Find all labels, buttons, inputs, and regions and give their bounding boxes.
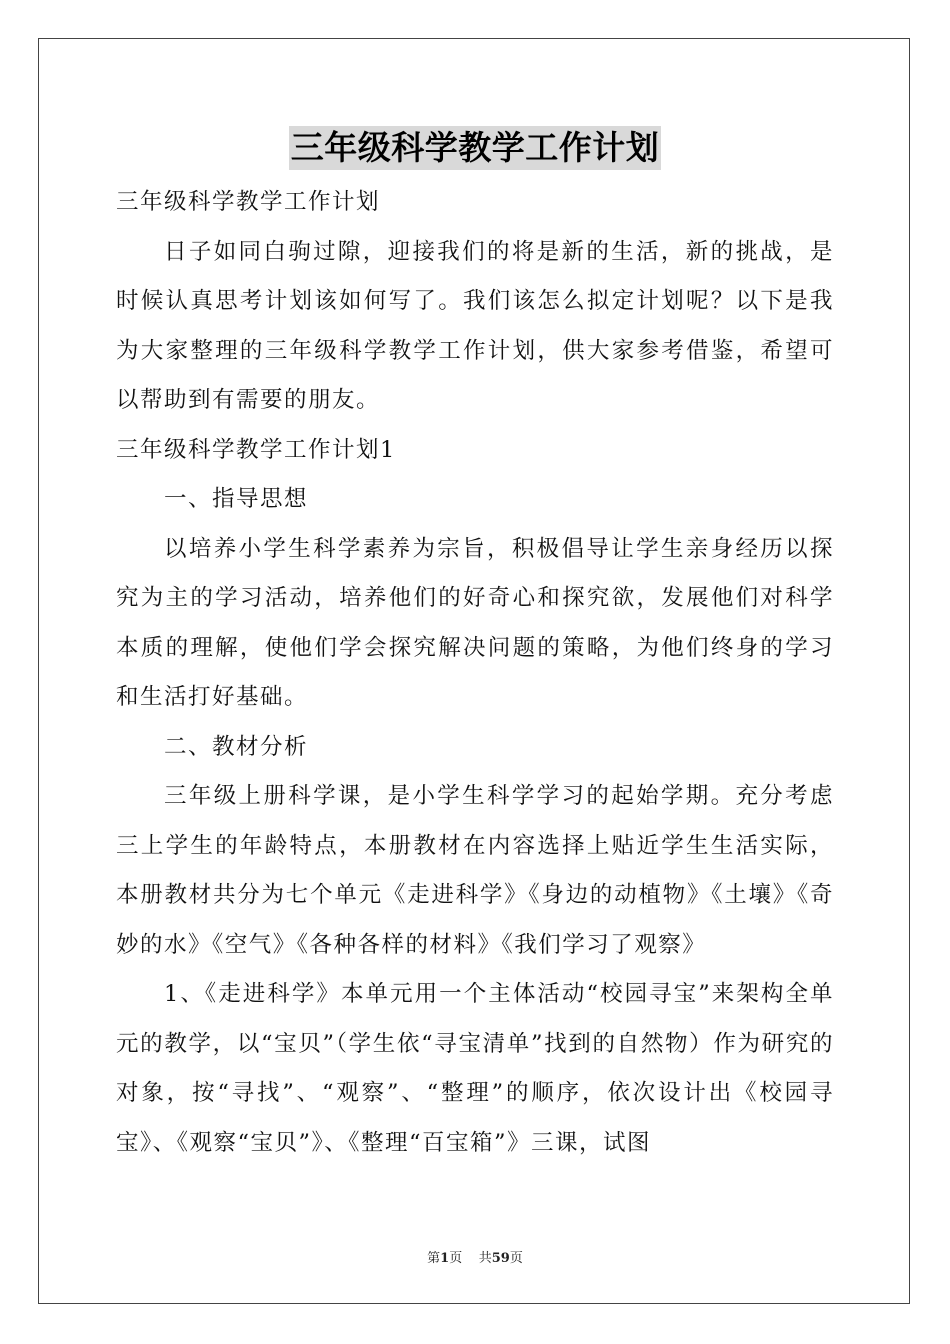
paragraph-textbook-analysis: 三年级上册科学课，是小学生科学学习的起始学期。充分考虑三上学生的年龄特点，本册教材在内容选择上贴近学生生活实际，本册教材共分为七个单元《走进科学》《身边的动植物》《土壤》《奇妙的水》《空气》《各种各样的材料》《我们学习了观察》: [116, 783, 834, 958]
heading-guiding-ideology: 一、指导思想: [164, 486, 309, 512]
footer-total-suffix: 页: [509, 1251, 523, 1266]
section-heading-plan-1: 三年级科学教学工作计划1: [116, 436, 396, 463]
document-body: [116, 178, 834, 1168]
paragraph-guiding-ideology: 以培养小学生科学素养为宗旨，积极倡导让学生亲身经历以探究为主的学习活动，培养他们的好奇心和探究欲，发展他们对科学本质的理解，使他们学会探究解决问题的策略，为他们终身的学习和生活打好基础。: [116, 535, 834, 710]
footer-page-number: 1: [440, 1251, 450, 1266]
page-footer: [0, 1247, 950, 1266]
footer-total-prefix: 共: [478, 1251, 492, 1266]
paragraph-intro: 日子如同白驹过隙，迎接我们的将是新的生活，新的挑战，是时候认真思考计划该如何写了。我们该怎么拟定计划呢？以下是我为大家整理的三年级科学教学工作计划，供大家参考借鉴，希望可以帮助到有需要的朋友。: [116, 238, 834, 413]
footer-page-prefix: 第: [427, 1251, 441, 1266]
footer-page-suffix: 页: [449, 1251, 463, 1266]
paragraph-subtitle: 三年级科学教学工作计划: [116, 189, 381, 215]
footer-page-total: 59: [491, 1251, 510, 1266]
document-title: 三年级科学教学工作计划: [289, 126, 662, 170]
paragraph-unit-1: 1、《走进科学》本单元用一个主体活动“校园寻宝”来架构全单元的教学，以“宝贝”（学生依“寻宝清单”找到的自然物）作为研究的对象，按“寻找”、“观察”、“整理”的顺序，依次设计出《校园寻宝》、《观察“宝贝”》、《整理“百宝箱”》三课，试图: [116, 981, 834, 1156]
heading-textbook-analysis: 二、教材分析: [164, 733, 309, 760]
title-container: [0, 126, 950, 170]
